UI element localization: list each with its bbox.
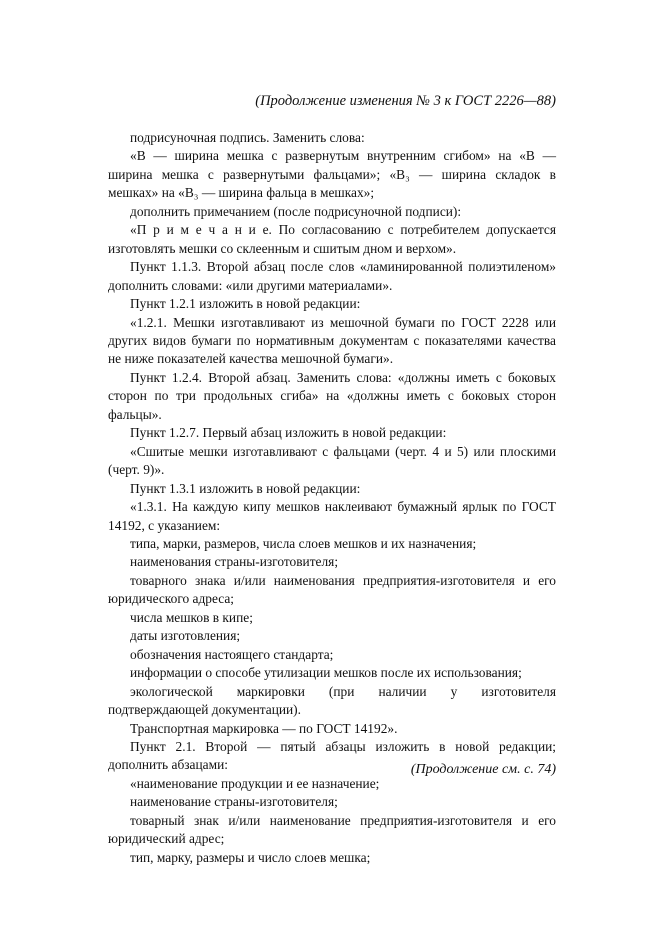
paragraph: Пункт 2.1. Второй — пятый абзацы изложить в новой редакции; дополнить абзацами: [108, 738, 556, 773]
paragraph: Пункт 1.2.7. Первый абзац изложить в новой редакции: [130, 425, 447, 441]
paragraph: Пункт 1.2.4. Второй абзац. Заменить слова: «должны иметь с боковых сторон по три продольных сгиба» на «должны иметь с боковых сторон фальцы». [108, 369, 556, 422]
paragraph: «1.3.1. На каждую кипу мешков наклеивают бумажный ярлык по ГОСТ 14192, с указанием: [108, 499, 556, 533]
paragraph: «П р и м е ч а н и е. По согласованию с потребителем допускается изготовлять мешки со склеенным и сшитым дном и верхом». [108, 222, 556, 256]
paragraph: числа мешков в кипе; [130, 609, 253, 625]
paragraph: Транспортная маркировка — по ГОСТ 14192». [130, 720, 398, 736]
paragraph: даты изготовления; [130, 628, 241, 644]
paragraph: наименования страны-изготовителя; [130, 554, 339, 570]
paragraph: «наименование продукции и ее назначение; [130, 775, 380, 791]
paragraph: Пункт 1.1.3. Второй абзац после слов «ламинированной полиэтиленом» дополнить словами: «или другими материалами». [108, 259, 556, 293]
paragraph: наименование страны-изготовителя; [130, 794, 338, 810]
paragraph: экологической маркировки (при наличии у изготовителя подтверждающей документации). [108, 683, 556, 718]
paragraph: тип, марку, размеры и число слоев мешка; [130, 849, 371, 865]
paragraph: товарный знак и/или наименование предприятия-изготовителя и его юридический адрес; [108, 812, 556, 847]
paragraph: информации о способе утилизации мешков после их использования; [130, 665, 522, 681]
paragraph: товарного знака и/или наименования предприятия-изготовителя и его юридического адреса; [108, 572, 556, 607]
paragraph: Пункт 1.3.1 изложить в новой редакции: [130, 480, 361, 496]
document-body [108, 129, 556, 867]
page-footer: (Продолжение см. с. 74) [410, 762, 556, 777]
paragraph: обозначения настоящего стандарта; [130, 646, 334, 662]
page-header: (Продолжение изменения № 3 к ГОСТ 2226—88) [255, 93, 556, 109]
paragraph: «B — ширина мешка с развернутым внутренним сгибом» на «B — ширина мешка с развернутыми фальцами»; «B₃ — ширина складок в мешках» на «B₃ — ширина фальца в мешках»; [108, 148, 556, 201]
paragraph: подрисуночная подпись. Заменить слова: [130, 130, 365, 145]
paragraph: «1.2.1. Мешки изготавливают из мешочной бумаги по ГОСТ 2228 или других видов бумаги по нормативным документам с показателями качества не ниже показателей качества мешочной бумаги». [108, 314, 556, 367]
paragraph: «Сшитые мешки изготавливают с фальцами (черт. 4 и 5) или плоскими (черт. 9)». [108, 443, 556, 478]
paragraph: типа, марки, размеров, числа слоев мешков и их назначения; [130, 535, 477, 551]
paragraph: дополнить примечанием (после подрисуночной подписи): [130, 203, 462, 219]
paragraph: Пункт 1.2.1 изложить в новой редакции: [130, 296, 361, 312]
